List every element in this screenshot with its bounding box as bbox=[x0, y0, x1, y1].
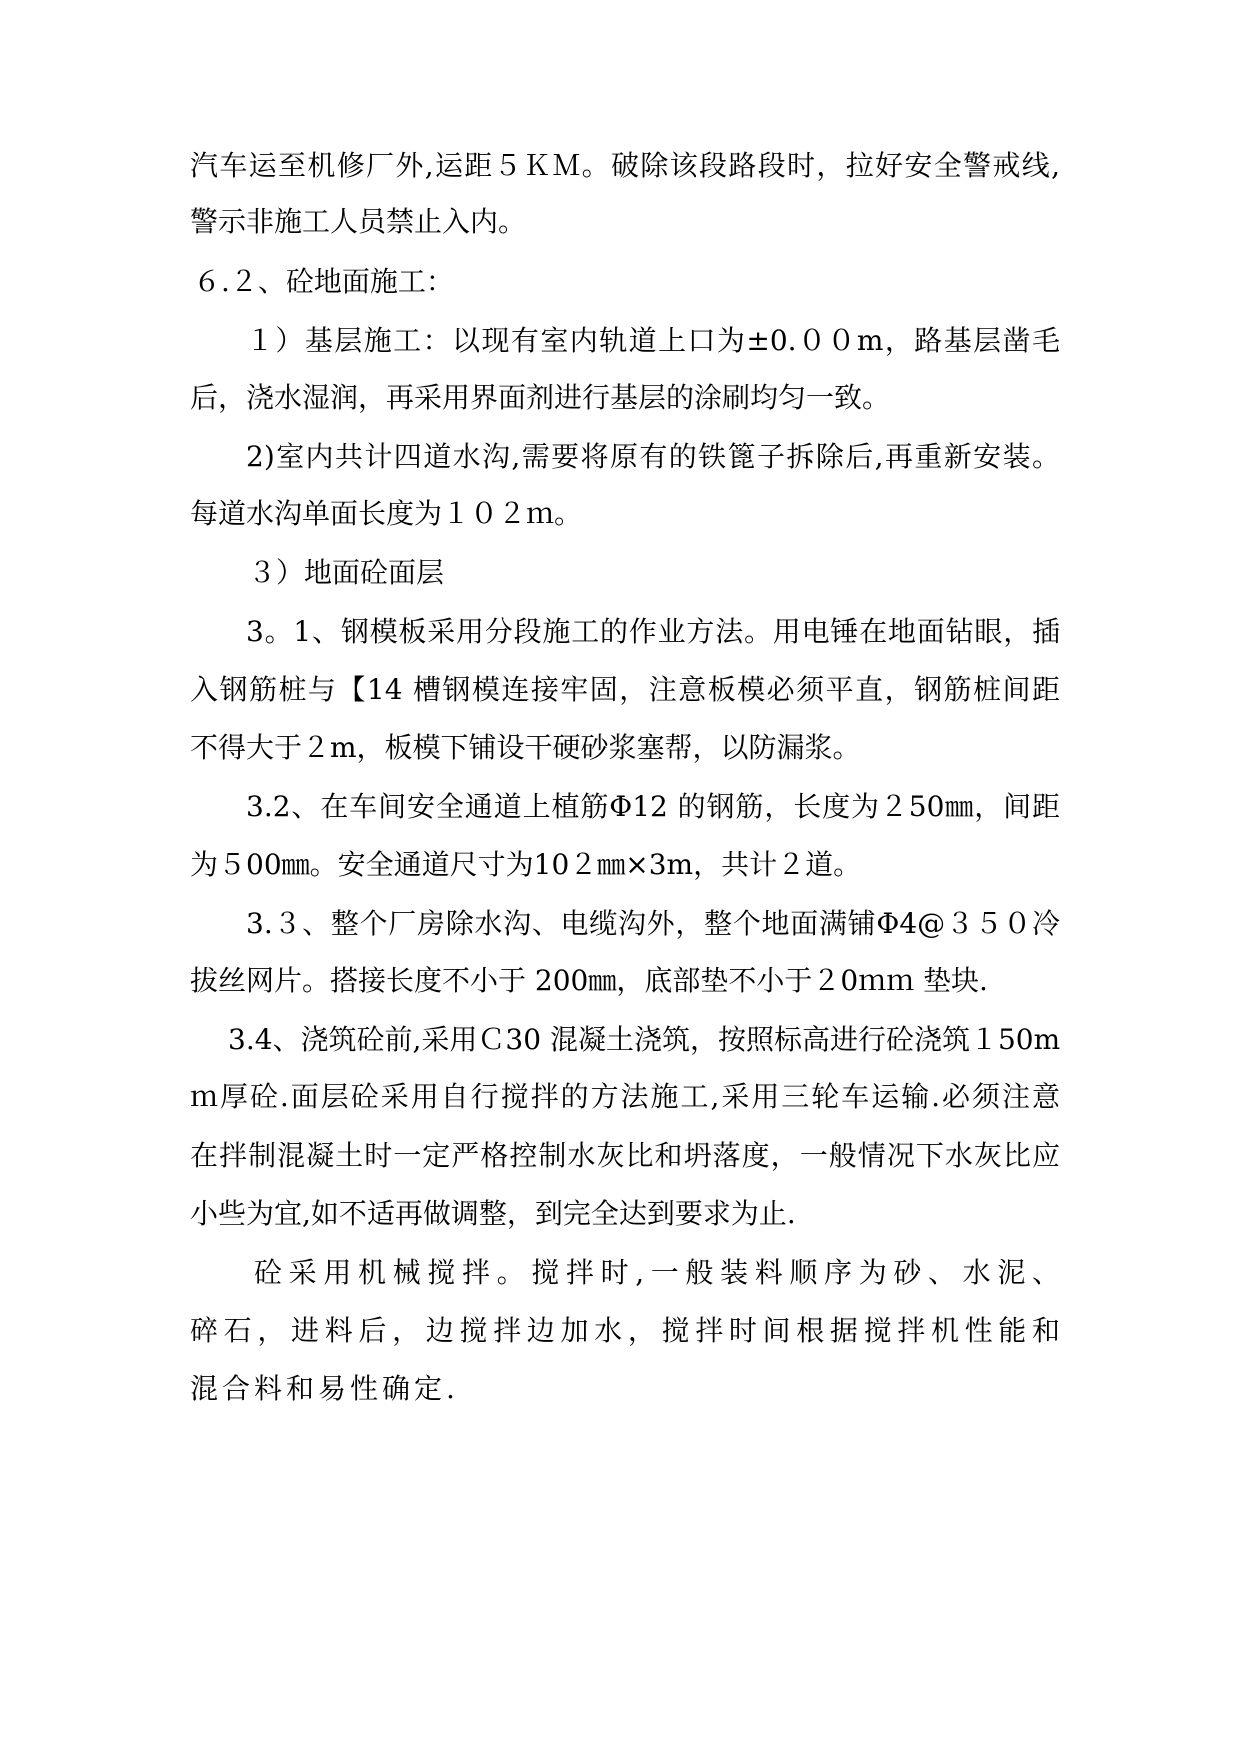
text-line: 警示非施工人员禁止入内。 bbox=[190, 205, 527, 238]
text-line: 每道水沟单面长度为１０２ｍ。 bbox=[190, 497, 583, 530]
text-line: 碎石，进料后，边搅拌边加水，搅拌时间根据搅拌机性能和 bbox=[190, 1314, 1060, 1347]
text-line: 2)室内共计四道水沟,需要将原有的铁篦子拆除后,再重新安装。 bbox=[246, 440, 1060, 473]
text-line: １）基层施工：以现有室内轨道上口为±0.００m，路基层凿毛 bbox=[246, 324, 1060, 357]
text-line: ｍ厚砼.面层砼采用自行搅拌的方法施工,采用三轮车运输.必须注意 bbox=[190, 1080, 1060, 1113]
text-line: 入钢筋桩与【14 槽钢模连接牢固，注意板模必须平直，钢筋桩间距 bbox=[190, 673, 1060, 706]
text-line: 不得大于２m，板模下铺设干硬砂浆塞帮，以防漏浆。 bbox=[190, 731, 861, 764]
subsection-heading: ３）地面砼面层 bbox=[248, 556, 445, 589]
text-line: 3.4、浇筑砼前,采用Ｃ30 混凝土浇筑，按照标高进行砼浇筑１50m bbox=[228, 1023, 1060, 1056]
text-line: 混合料和易性确定. bbox=[190, 1372, 459, 1405]
text-line: 后，浇水湿润，再采用界面剂进行基层的涂刷均匀一致。 bbox=[190, 381, 891, 414]
text-line: 3.2、在车间安全通道上植筋Φ12 的钢筋，长度为２50㎜，间距 bbox=[246, 790, 1060, 823]
text-line: 砼采用机械搅拌。搅拌时,一般装料顺序为砂、水泥、 bbox=[254, 1256, 1060, 1289]
text-line: 拔丝网片。搭接长度不小于 200㎜，底部垫不小于２0ｍｍ 垫块. bbox=[190, 964, 988, 997]
text-line: 3。1、钢模板采用分段施工的作业方法。用电锤在地面钻眼，插 bbox=[246, 615, 1060, 648]
text-line: 在拌制混凝土时一定严格控制水灰比和坍落度，一般情况下水灰比应 bbox=[190, 1139, 1060, 1172]
text-line: 为５00㎜。安全通道尺寸为10２㎜×3m，共计２道。 bbox=[190, 848, 862, 881]
text-line: 3.３、整个厂房除水沟、电缆沟外，整个地面满铺Φ4@３５０冷 bbox=[246, 907, 1060, 940]
text-line: 汽车运至机修厂外,运距５ＫＭ。破除该段路段时，拉好安全警戒线, bbox=[190, 149, 1060, 182]
section-heading: ６.２、砼地面施工： bbox=[193, 265, 454, 298]
text-line: 小些为宜,如不适再做调整，到完全达到要求为止. bbox=[190, 1197, 796, 1230]
